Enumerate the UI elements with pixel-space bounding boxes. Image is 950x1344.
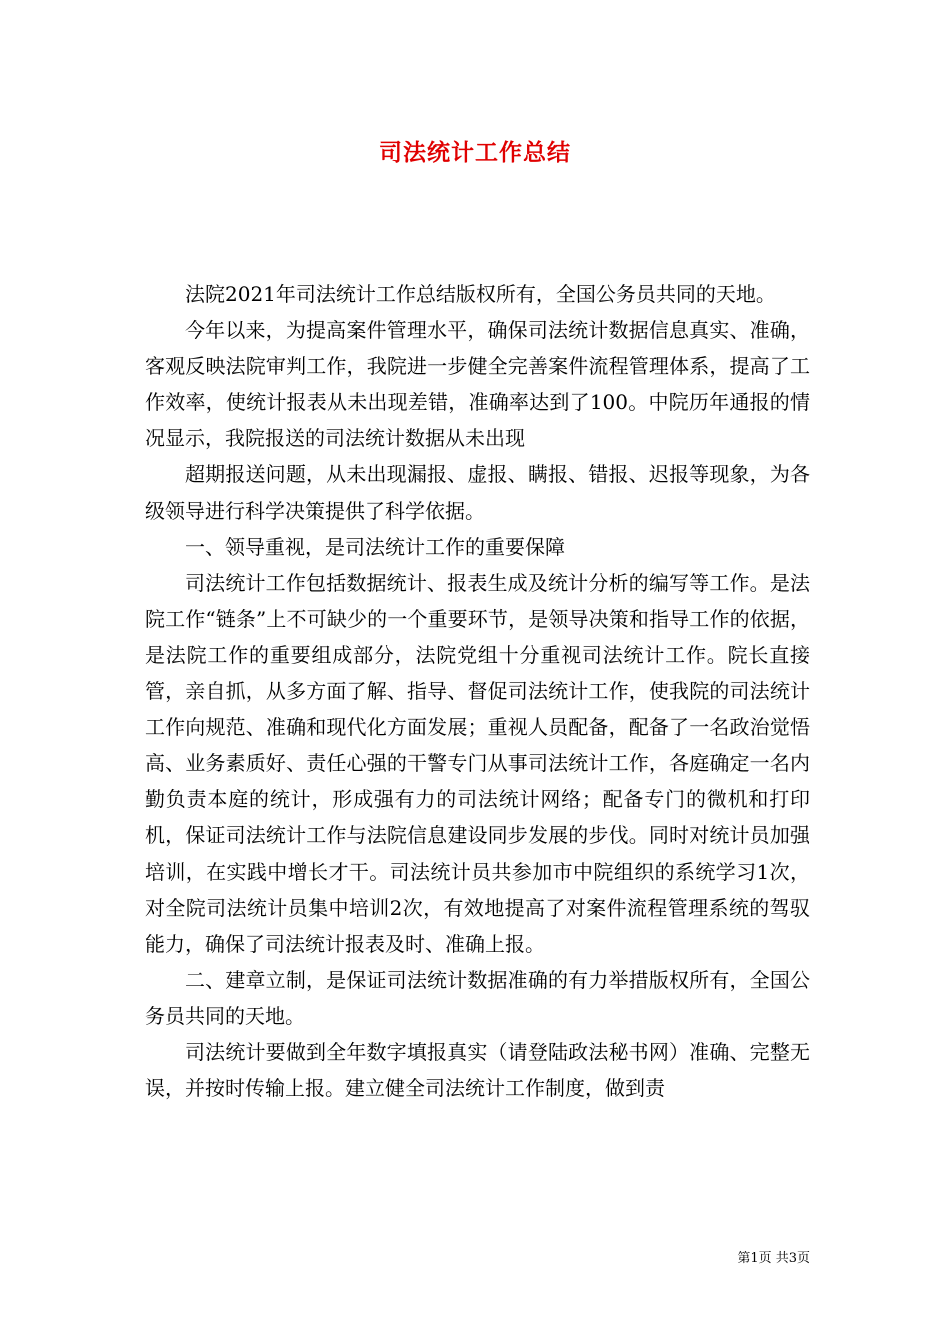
document-body: [145, 276, 810, 1106]
document-title: 司法统计工作总结: [379, 140, 571, 166]
page-number: 第1页 共3页: [737, 1251, 810, 1266]
paragraph: 法院2021年司法统计工作总结版权所有，全国公务员共同的天地。: [185, 282, 776, 306]
section-heading: 一、领导重视，是司法统计工作的重要保障: [185, 534, 565, 559]
section-heading: 二、建章立制，是保证司法统计数据准确的有力举措版权所有，全国公务员共同的天地。: [145, 967, 810, 1028]
paragraph: 超期报送问题，从未出现漏报、虚报、瞒报、错报、迟报等现象，为各级领导进行科学决策提供了科学依据。: [145, 462, 810, 523]
paragraph: 司法统计工作包括数据统计、报表生成及统计分析的编写等工作。是法院工作“链条”上不可缺少的一个重要环节，是领导决策和指导工作的依据，是法院工作的重要组成部分，法院党组十分重视司法统计工作。院长直接管，亲自抓，从多方面了解、指导、督促司法统计工作，使我院的司法统计工作向规范、准确和现代化方面发展；重视人员配备，配备了一名政治觉悟高、业务素质好、责任心强的干警专门从事司法统计工作，各庭确定一名内勤负责本庭的统计，形成强有力的司法统计网络；配备专门的微机和打印机，保证司法统计工作与法院信息建设同步发展的步伐。同时对统计员加强培训，在实践中增长才干。司法统计员共参加市中院组织的系统学习1次，对全院司法统计员集中培训2次，有效地提高了对案件流程管理系统的驾驭能力，确保了司法统计报表及时、准确上报。: [145, 570, 810, 956]
paragraph: 司法统计要做到全年数字填报真实（请登陆政法秘书网）准确、完整无误，并按时传输上报。建立健全司法统计工作制度，做到责: [145, 1039, 810, 1101]
paragraph: 今年以来，为提高案件管理水平，确保司法统计数据信息真实、准确，客观反映法院审判工作，我院进一步健全完善案件流程管理体系，提高了工作效率，使统计报表从未出现差错，准确率达到了100。中院历年通报的情况显示，我院报送的司法统计数据从未出现: [145, 318, 810, 451]
